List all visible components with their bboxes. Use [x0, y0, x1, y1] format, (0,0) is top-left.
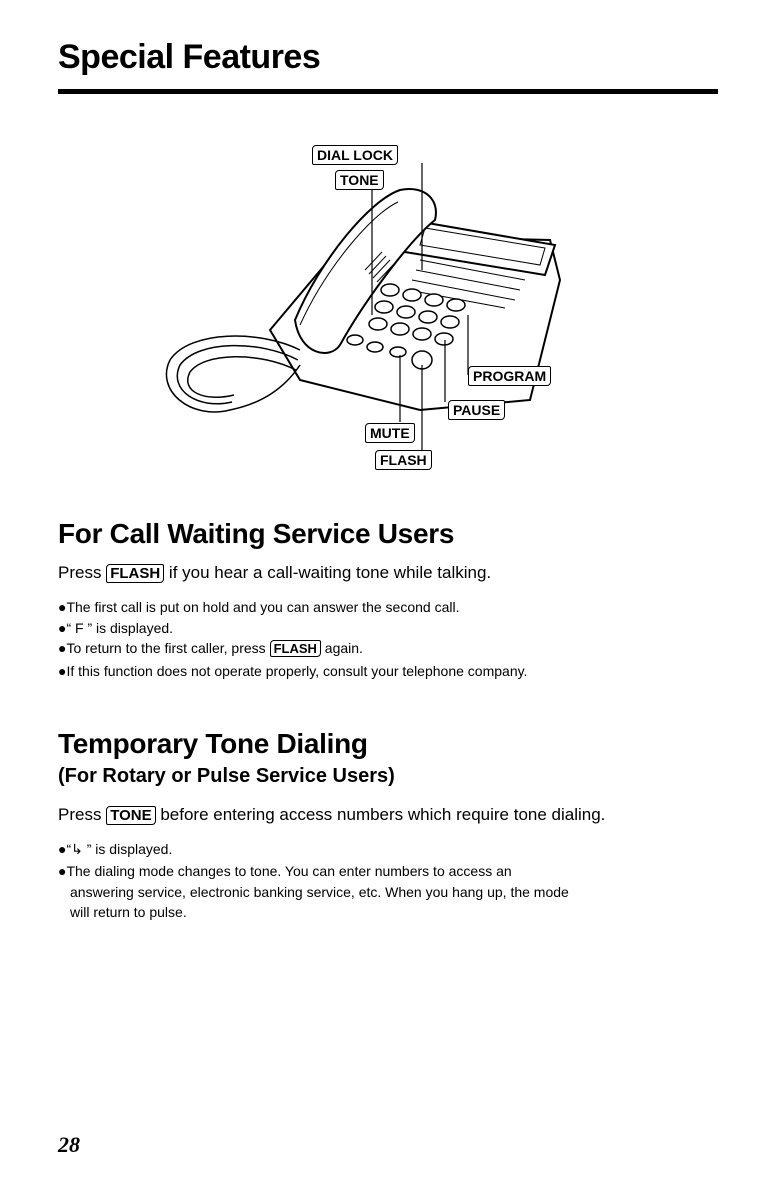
- call-waiting-bullet-2: ●“ F ” is displayed.: [58, 620, 174, 636]
- dial-lock-key-label: DIAL LOCK: [312, 145, 398, 165]
- tone-key-label: TONE: [335, 170, 384, 190]
- call-waiting-bullet-4: ●If this function does not operate properly, consult your telephone company.: [58, 663, 528, 679]
- flash-key-label: FLASH: [375, 450, 432, 470]
- tone-dialing-bullet-2-line-3: will return to pulse.: [70, 904, 187, 920]
- lead-text-after: if you hear a call-waiting tone while talking.: [164, 563, 492, 582]
- mute-key-label: MUTE: [365, 423, 415, 443]
- program-key-label: PROGRAM: [468, 366, 551, 386]
- title-rule: [58, 89, 718, 94]
- call-waiting-lead: [58, 563, 491, 583]
- lead-text-before: Press: [58, 805, 107, 824]
- tone-dialing-subheading: (For Rotary or Pulse Service Users): [58, 765, 395, 787]
- telephone-illustration: [150, 140, 590, 500]
- telephone-diagram: [150, 140, 590, 500]
- lead-text-before: Press: [58, 563, 107, 582]
- call-waiting-heading: For Call Waiting Service Users: [58, 518, 455, 549]
- call-waiting-bullet-3: ●To return to the first caller, press FLASH again.: [58, 640, 363, 656]
- page-title: Special Features: [58, 38, 321, 76]
- call-waiting-bullet-1: ●The first call is put on hold and you can answer the second call.: [58, 599, 460, 615]
- tone-dialing-bullet-1: ●“↳ ” is displayed.: [58, 841, 173, 857]
- flash-key-inline: FLASH: [270, 640, 321, 657]
- flash-key: FLASH: [106, 564, 164, 583]
- tone-dialing-heading: Temporary Tone Dialing: [58, 728, 368, 759]
- page-number: 28: [58, 1132, 80, 1157]
- tone-dialing-lead: [58, 805, 605, 825]
- tone-dialing-bullet-2-line-2: answering service, electronic banking service, etc. When you hang up, the mode: [70, 884, 569, 900]
- lead-text-after: before entering access numbers which require tone dialing.: [155, 805, 606, 824]
- tone-dialing-bullet-2: ●The dialing mode changes to tone. You can enter numbers to access an: [58, 863, 512, 879]
- pause-key-label: PAUSE: [448, 400, 505, 420]
- tone-key: TONE: [106, 806, 155, 825]
